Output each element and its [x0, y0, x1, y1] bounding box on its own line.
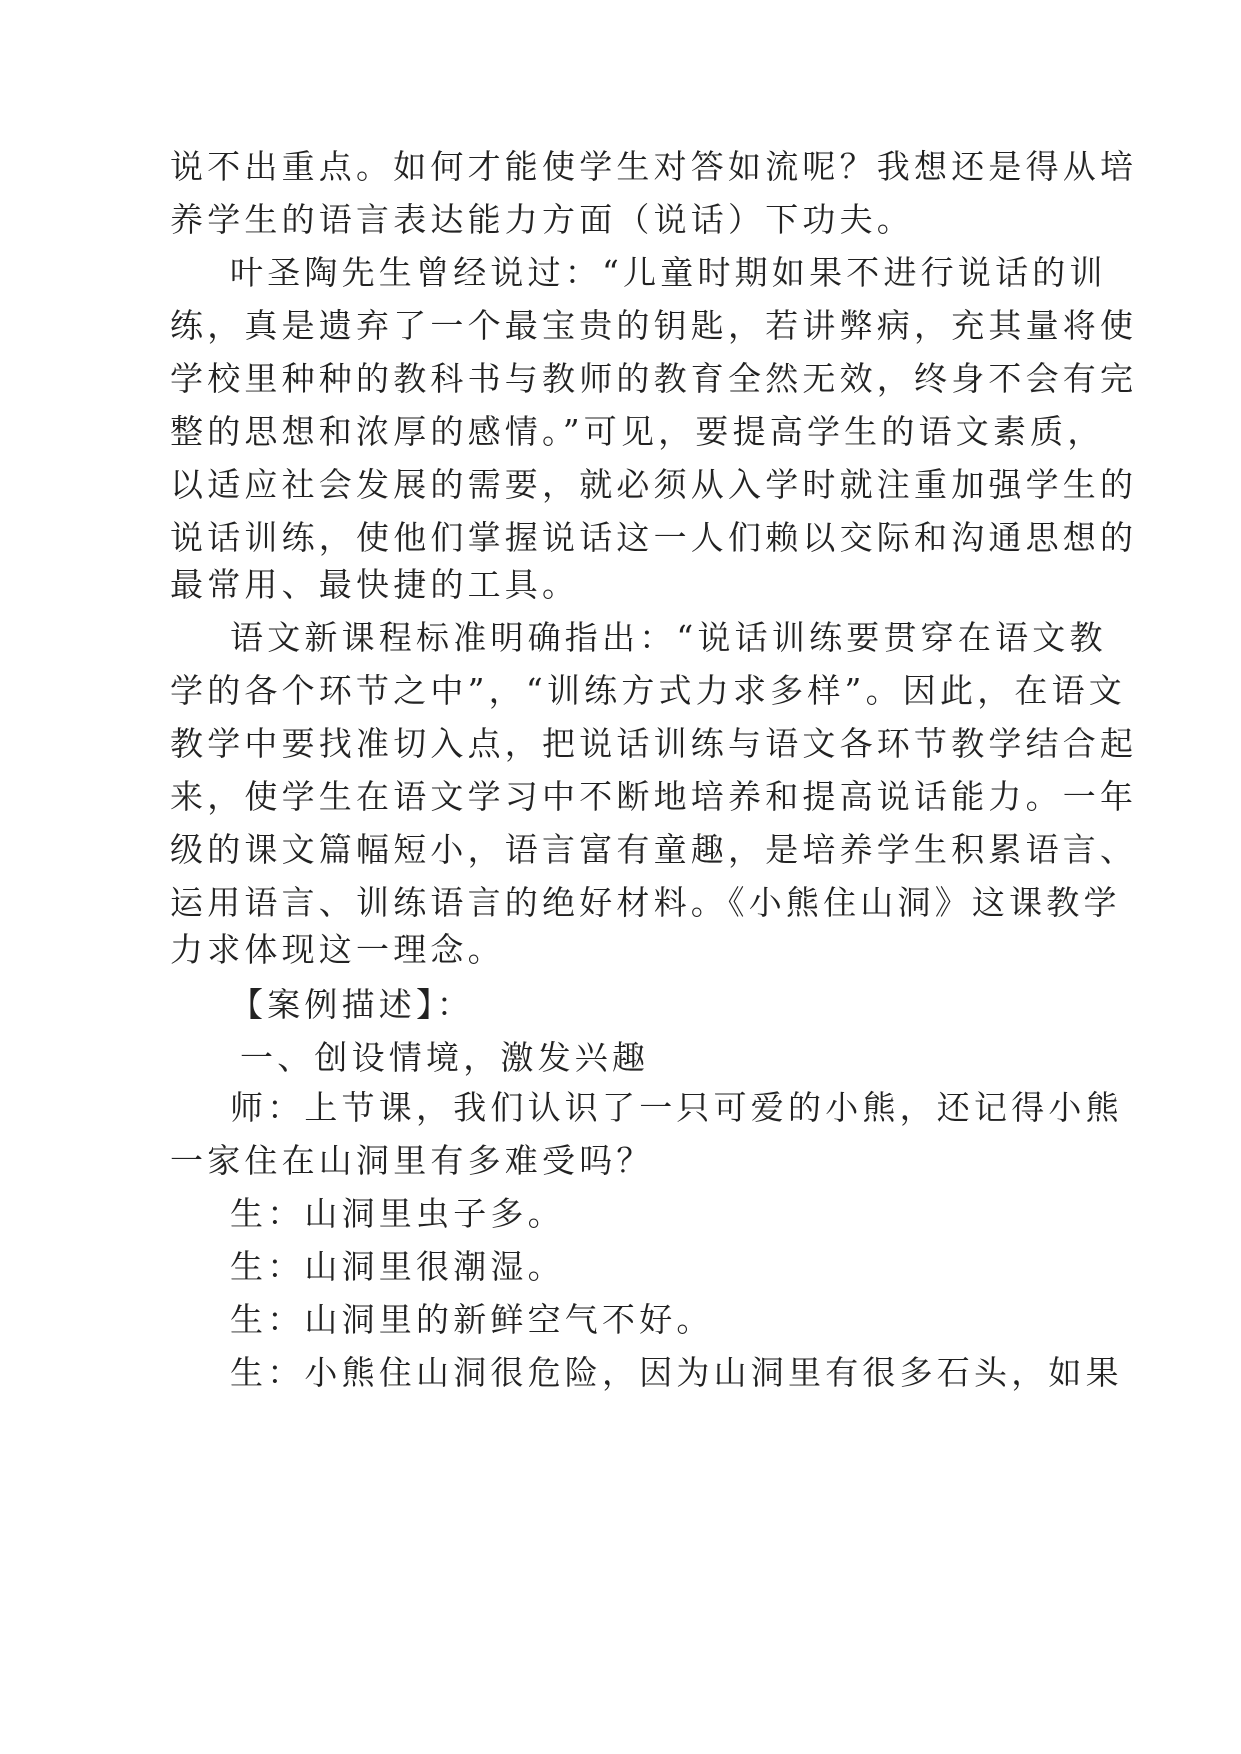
text-line: 练，真是遗弃了一个最宝贵的钥匙，若讲弊病，充其量将使 [170, 306, 1138, 345]
text-line: 师：上节课，我们认识了一只可爱的小熊，还记得小熊 [230, 1088, 1123, 1127]
text-line: 语文新课程标准明确指出：“说话训练要贯穿在语文教 [230, 618, 1107, 657]
text-line: 叶圣陶先生曾经说过：“儿童时期如果不进行说话的训 [230, 253, 1107, 292]
text-line: 最常用、最快捷的工具。 [170, 565, 580, 604]
text-line: 级的课文篇幅短小，语言富有童趣，是培养学生积累语言、 [170, 830, 1138, 869]
text-line: 以适应社会发展的需要，就必须从入学时就注重加强学生的 [170, 465, 1138, 504]
subsection-heading: 一、创设情境，激发兴趣 [240, 1038, 650, 1077]
text-line: 养学生的语言表达能力方面（说话）下功夫。 [170, 200, 914, 239]
text-line: 运用语言、训练语言的绝好材料。《小熊住山洞》这课教学 [170, 883, 1121, 922]
text-line: 学的各个环节之中”，“训练方式力求多样”。因此，在语文 [170, 671, 1127, 710]
text-line: 生：小熊住山洞很危险，因为山洞里有很多石头，如果 [230, 1353, 1123, 1392]
text-line: 生：山洞里的新鲜空气不好。 [230, 1300, 714, 1339]
text-line: 说不出重点。如何才能使学生对答如流呢？我想还是得从培 [170, 147, 1138, 186]
text-line: 学校里种种的教科书与教师的教育全然无效，终身不会有完 [170, 359, 1138, 398]
text-line: 说话训练，使他们掌握说话这一人们赖以交际和沟通思想的 [170, 518, 1138, 557]
text-line: 生：山洞里很潮湿。 [230, 1247, 565, 1286]
text-line: 教学中要找准切入点，把说话训练与语文各环节教学结合起 [170, 724, 1138, 763]
text-line: 生：山洞里虫子多。 [230, 1194, 565, 1233]
section-heading: 【案例描述】： [230, 985, 474, 1024]
text-line: 一家住在山洞里有多难受吗？ [170, 1141, 654, 1180]
text-line: 整的思想和浓厚的感情。”可见，要提高学生的语文素质， [170, 412, 1105, 451]
text-line: 力求体现这一理念。 [170, 930, 505, 969]
text-line: 来，使学生在语文学习中不断地培养和提高说话能力。一年 [170, 777, 1138, 816]
